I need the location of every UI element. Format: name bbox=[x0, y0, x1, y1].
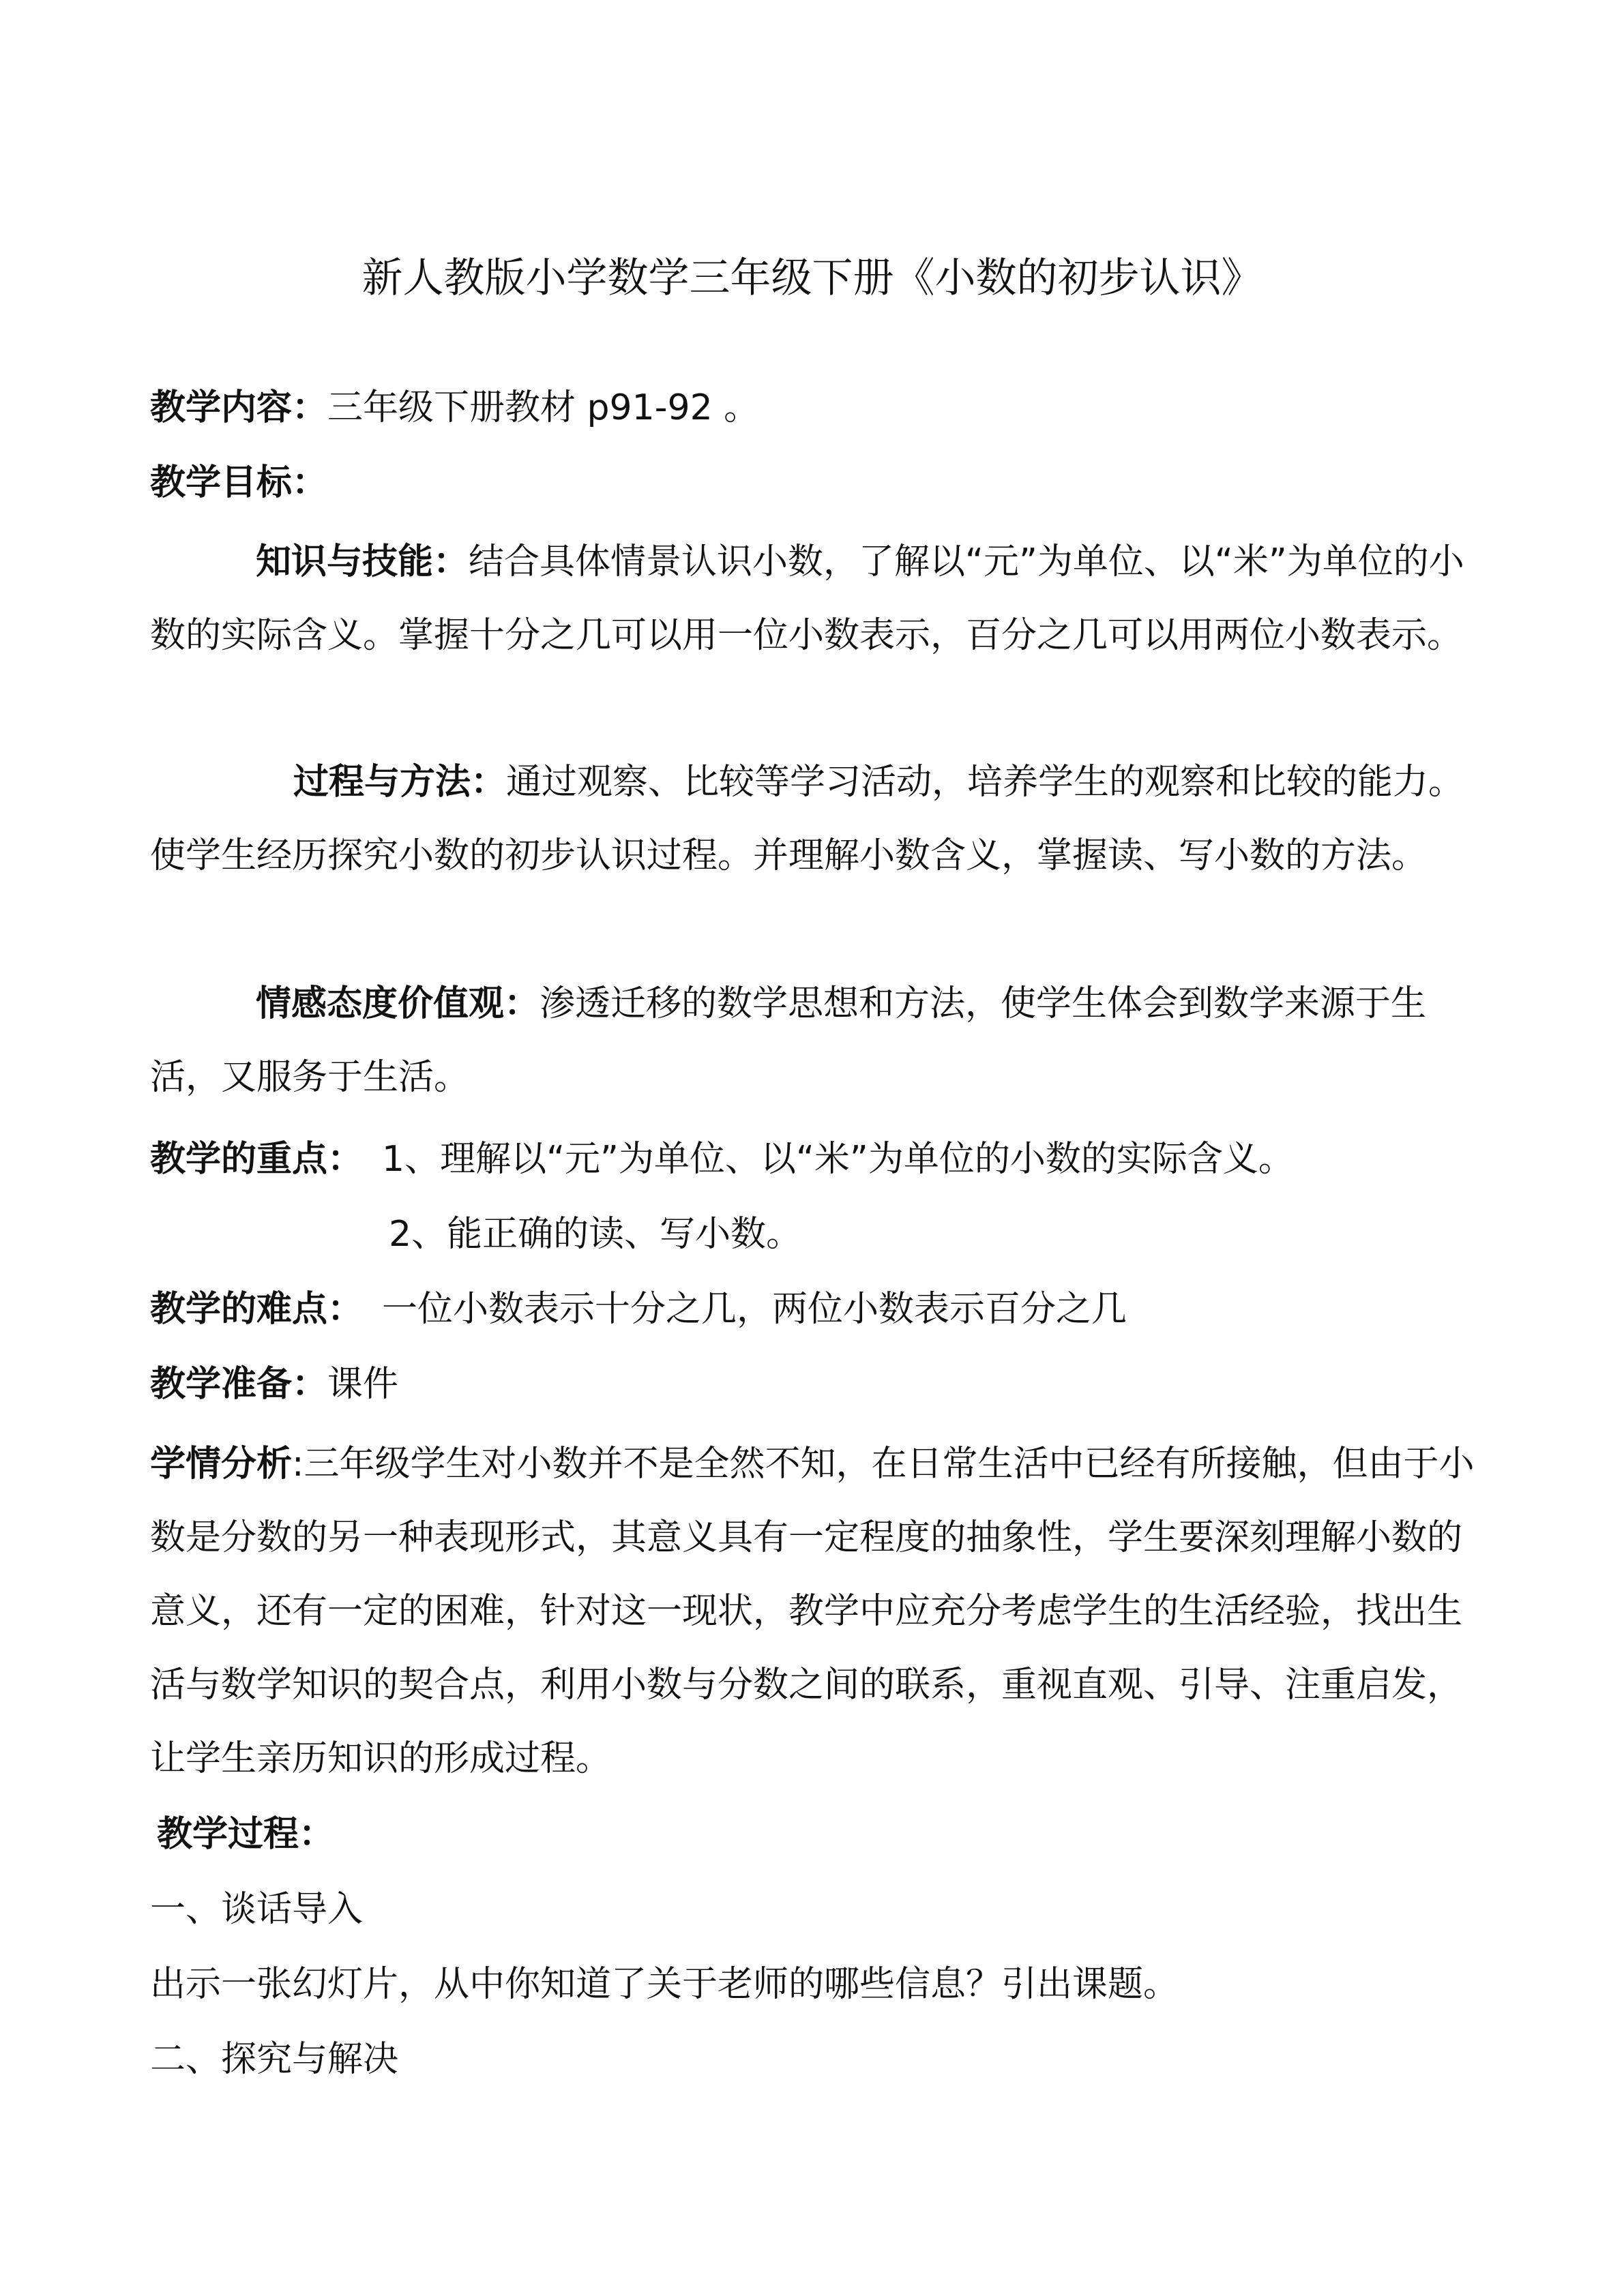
key-points-label: 教学的重点： bbox=[150, 1139, 364, 1180]
process-heading: 教学过程： bbox=[157, 1814, 335, 1855]
knowledge-skills-text: 结合具体情景认识小数，了解以“元”为单位、以“米”为单位的小数的实际含义。掌握十分之几可以用一位小数表示，百分之几可以用两位小数表示。 bbox=[150, 541, 1464, 656]
key-point-2: 2、能正确的读、写小数。 bbox=[389, 1214, 802, 1255]
knowledge-skills-paragraph bbox=[150, 525, 1487, 750]
student-analysis-text: :三年级学生对小数并不是全然不知，在日常生活中已经有所接触，但由于小数是分数的另一种表现形式，其意义具有一定程度的抽象性，学生要深刻理解小数的意义，还有一定的困难，针对这一现状，教学中应充分考虑学生的生活经验，找出生活与数学知识的契合点，利用小数与分数之间的联系，重视直观、引导、注重启发，让学生亲历知识的形成过程。 bbox=[150, 1444, 1475, 1779]
section-2-heading: 二、探究与解决 bbox=[150, 2039, 399, 2080]
teaching-content-label: 教学内容： bbox=[150, 387, 328, 428]
process-method-label: 过程与方法： bbox=[293, 762, 507, 803]
preparation-text: 课件 bbox=[327, 1364, 399, 1405]
process-method-text: 通过观察、比较等学习活动，培养学生的观察和比较的能力。使学生经历探究小数的初步认识过程。并理解小数含义，掌握读、写小数的方法。 bbox=[150, 762, 1464, 876]
emotion-values-label: 情感态度价值观： bbox=[256, 983, 540, 1024]
emotion-values-paragraph bbox=[150, 967, 1487, 1117]
difficulty-label: 教学的难点： bbox=[150, 1289, 364, 1330]
knowledge-skills-label: 知识与技能： bbox=[256, 541, 469, 582]
teaching-content-line bbox=[150, 386, 1487, 430]
teaching-content-text: 三年级下册教材 p91-92 。 bbox=[327, 387, 760, 428]
key-points-line bbox=[150, 1137, 1487, 1181]
document-title: 新人教版小学数学三年级下册《小数的初步认识》 bbox=[361, 254, 1263, 302]
preparation-line bbox=[150, 1362, 1487, 1406]
difficulty-text: 一位小数表示十分之几，两位小数表示百分之几 bbox=[382, 1289, 1127, 1330]
key-point-1: 1、理解以“元”为单位、以“米”为单位的小数的实际含义。 bbox=[382, 1139, 1294, 1180]
difficulty-line bbox=[150, 1287, 1487, 1331]
process-method-paragraph bbox=[150, 745, 1487, 970]
section-1-text: 出示一张幻灯片，从中你知道了关于老师的哪些信息？引出课题。 bbox=[150, 1964, 1179, 2005]
section-1-heading: 一、谈话导入 bbox=[150, 1889, 364, 1930]
objectives-heading: 教学目标： bbox=[150, 462, 328, 503]
student-analysis-paragraph bbox=[150, 1427, 1487, 1802]
preparation-label: 教学准备： bbox=[150, 1364, 328, 1405]
student-analysis-label: 学情分析 bbox=[150, 1444, 293, 1485]
emotion-values-text: 渗透迁移的数学思想和方法，使学生体会到数学来源于生活，又服务于生活。 bbox=[150, 983, 1427, 1098]
